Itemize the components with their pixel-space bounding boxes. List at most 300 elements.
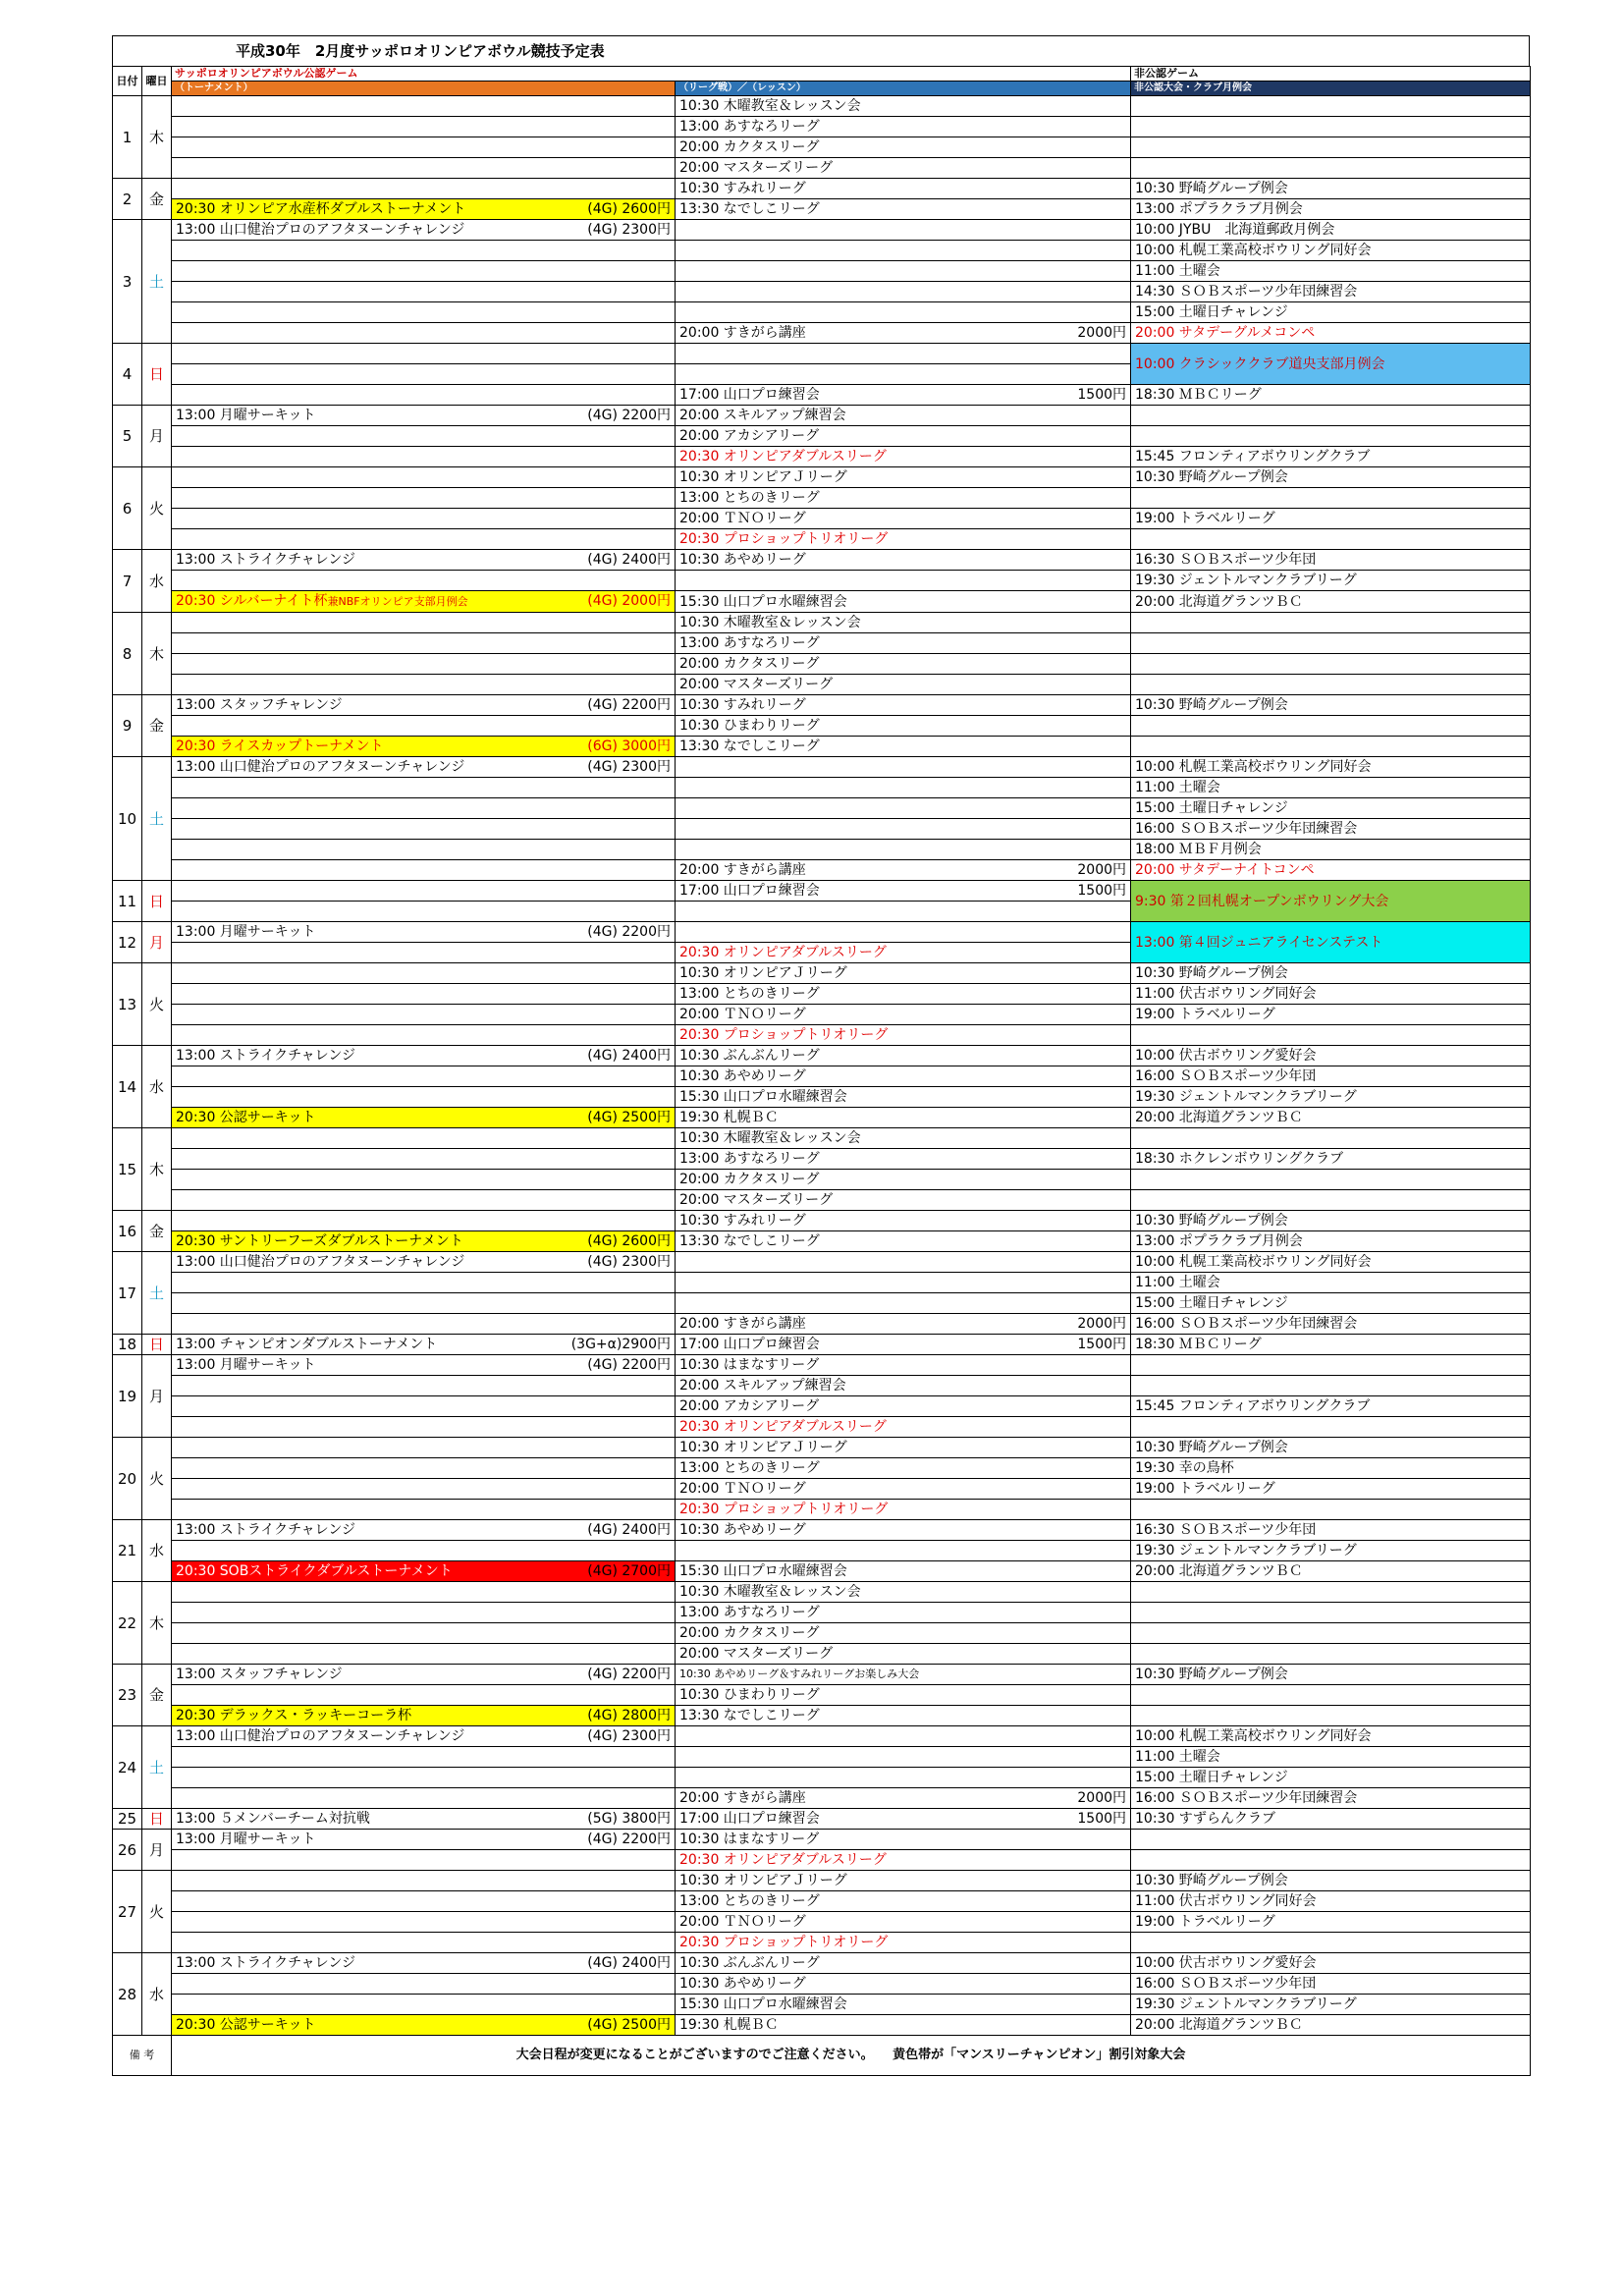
tournament-name: 20:30 デラックス・ラッキーコーラ杯 (176, 1708, 412, 1723)
tournament-name: 13:00 山口健治プロのアフタヌーンチャレンジ (176, 222, 465, 238)
league-cell (676, 509, 1131, 529)
league-cell (676, 1644, 1131, 1665)
day-number: 17 (113, 1252, 142, 1335)
schedule-row (113, 1335, 1531, 1355)
league-name: 13:00 とちのきリーグ (679, 490, 820, 506)
schedule-row (113, 1850, 1531, 1871)
tournament-cell (172, 943, 676, 963)
league-cell (676, 344, 1131, 364)
league-name: 20:30 オリンピアダブルスリーグ (679, 1419, 887, 1435)
schedule-row (113, 1644, 1531, 1665)
tournament-price: (4G) 2600円 (587, 201, 671, 217)
day-number: 24 (113, 1726, 142, 1809)
league-cell (676, 1355, 1131, 1376)
day-number: 5 (113, 406, 142, 467)
league-name: 20:30 プロショップトリオリーグ (679, 1027, 889, 1043)
league-cell (676, 737, 1131, 757)
schedule-row (113, 1025, 1531, 1046)
tournament-cell (172, 571, 676, 591)
league-name: 10:30 木曜教室＆レッスン会 (679, 615, 861, 630)
league-name: 10:30 ひまわりリーグ (679, 718, 820, 734)
tournament-cell (172, 1561, 676, 1582)
tournament-cell (172, 1190, 676, 1211)
league-price: 1500円 (1077, 387, 1127, 403)
nonofficial-cell: 10:00 伏古ボウリング愛好会 (1131, 1046, 1531, 1066)
league-price: 2000円 (1077, 1316, 1127, 1332)
day-number: 11 (113, 881, 142, 922)
league-name: 13:30 なでしこリーグ (679, 1708, 820, 1723)
schedule-row (113, 757, 1531, 778)
league-name: 10:30 木曜教室＆レッスン会 (679, 1130, 861, 1146)
nonofficial-cell (1131, 1644, 1531, 1665)
league-name: 20:00 アカシアリーグ (679, 1398, 820, 1414)
league-cell (676, 1706, 1131, 1726)
weekday: 月 (142, 406, 172, 467)
nonofficial-cell (1131, 1128, 1531, 1149)
schedule-row (113, 1541, 1531, 1561)
schedule-row (113, 819, 1531, 840)
tournament-name: 13:00 スタッフチャレンジ (176, 697, 343, 713)
nonofficial-cell (1131, 1376, 1531, 1396)
league-cell (676, 1995, 1131, 2015)
schedule-row (113, 984, 1531, 1005)
nonofficial-cell: 15:45 フロンティアボウリングクラブ (1131, 447, 1531, 467)
league-name: 20:00 ＴＮＯリーグ (679, 1007, 806, 1022)
league-cell (676, 241, 1131, 261)
league-cell (676, 488, 1131, 509)
tournament-cell (172, 158, 676, 179)
weekday: 日 (142, 344, 172, 406)
tournament-cell (172, 819, 676, 840)
nonofficial-cell (1131, 675, 1531, 695)
schedule-row (113, 1603, 1531, 1623)
league-cell (676, 1417, 1131, 1438)
schedule-row (113, 1314, 1531, 1335)
league-name: 20:00 カクタスリーグ (679, 656, 820, 672)
nonofficial-cell: 10:30 野崎グループ例会 (1131, 1211, 1531, 1231)
tournament-price: (6G) 3000円 (587, 738, 671, 754)
tournament-cell (172, 447, 676, 467)
league-name: 10:30 ぶんぶんリーグ (679, 1955, 820, 1971)
tournament-price: (3G+α)2900円 (570, 1337, 671, 1352)
weekday: 水 (142, 1046, 172, 1128)
nonofficial-cell: 11:00 土曜会 (1131, 1273, 1531, 1293)
tournament-cell (172, 881, 676, 902)
weekday: 日 (142, 881, 172, 922)
league-cell (676, 633, 1131, 654)
league-name: 13:00 とちのきリーグ (679, 1460, 820, 1476)
league-name: 20:00 カクタスリーグ (679, 1625, 820, 1641)
league-cell (676, 716, 1131, 737)
tournament-cell (172, 1417, 676, 1438)
league-cell (676, 1623, 1131, 1644)
schedule-row (113, 1066, 1531, 1087)
league-name: 10:30 木曜教室＆レッスン会 (679, 1584, 861, 1600)
weekday: 日 (142, 1809, 172, 1830)
tournament-cell (172, 1252, 676, 1273)
league-cell (676, 529, 1131, 550)
tournament-cell (172, 1830, 676, 1850)
tournament-price: (4G) 2500円 (587, 1110, 671, 1125)
league-cell (676, 1747, 1131, 1768)
schedule-row (113, 1582, 1531, 1603)
league-name: 10:30 オリンピアＪリーグ (679, 965, 847, 981)
league-name: 10:30 ひまわりリーグ (679, 1687, 820, 1703)
tournament-cell (172, 1520, 676, 1541)
schedule-row (113, 737, 1531, 757)
schedule-row (113, 1871, 1531, 1891)
nonofficial-cell (1131, 529, 1531, 550)
league-name: 15:30 山口プロ水曜練習会 (679, 1563, 847, 1579)
tournament-cell (172, 1314, 676, 1335)
nonofficial-cell (1131, 633, 1531, 654)
league-cell (676, 1603, 1131, 1623)
league-name: 17:00 山口プロ練習会 (679, 387, 820, 403)
league-cell (676, 1912, 1131, 1933)
nonofficial-cell: 20:00 サタデーグルメコンペ (1131, 323, 1531, 344)
league-cell (676, 1830, 1131, 1850)
schedule-row (113, 1170, 1531, 1190)
league-name: 20:00 マスターズリーグ (679, 1646, 834, 1662)
league-cell (676, 963, 1131, 984)
nonofficial-cell: 11:00 土曜会 (1131, 778, 1531, 798)
tournament-name: 13:00 月曜サーキット (176, 408, 316, 423)
league-name: 20:00 カクタスリーグ (679, 139, 820, 155)
tournament-cell (172, 902, 676, 922)
weekday: 水 (142, 550, 172, 613)
schedule-row (113, 1293, 1531, 1314)
league-name: 20:30 プロショップトリオリーグ (679, 1502, 889, 1517)
nonofficial-cell (1131, 1582, 1531, 1603)
nonofficial-cell (1131, 158, 1531, 179)
day-number: 15 (113, 1128, 142, 1211)
weekday: 土 (142, 1252, 172, 1335)
tournament-note: 兼NBFオリンピア支部月例会 (327, 595, 468, 608)
nonofficial-cell: 16:30 ＳＯＢスポーツ少年団 (1131, 550, 1531, 571)
header-tournament: （トーナメント） (172, 82, 676, 96)
nonofficial-cell: 15:00 土曜日チャレンジ (1131, 1768, 1531, 1788)
league-cell (676, 1974, 1131, 1995)
tournament-cell (172, 654, 676, 675)
nonofficial-cell: 19:30 ジェントルマンクラブリーグ (1131, 1087, 1531, 1108)
league-cell (676, 1335, 1131, 1355)
league-name: 20:30 オリンピアダブルスリーグ (679, 449, 887, 465)
tournament-price: (4G) 2800円 (587, 1708, 671, 1723)
schedule-row (113, 509, 1531, 529)
schedule-row (113, 591, 1531, 613)
tournament-cell (172, 798, 676, 819)
nonofficial-cell: 9:30 第２回札幌オープンボウリング大会 (1131, 881, 1531, 922)
schedule-row (113, 1747, 1531, 1768)
tournament-cell (172, 323, 676, 344)
league-cell (676, 1768, 1131, 1788)
league-name: 17:00 山口プロ練習会 (679, 1337, 820, 1352)
tournament-cell (172, 984, 676, 1005)
league-name: 13:30 なでしこリーグ (679, 1233, 820, 1249)
nonofficial-cell (1131, 1500, 1531, 1520)
tournament-name: 13:00 山口健治プロのアフタヌーンチャレンジ (176, 759, 465, 775)
schedule-row (113, 654, 1531, 675)
schedule-row (113, 778, 1531, 798)
league-name: 15:30 山口プロ水曜練習会 (679, 593, 847, 610)
weekday: 水 (142, 1520, 172, 1582)
nonofficial-cell: 19:30 ジェントルマンクラブリーグ (1131, 571, 1531, 591)
league-cell (676, 1479, 1131, 1500)
tournament-cell (172, 261, 676, 282)
schedule-row (113, 1891, 1531, 1912)
league-name: 10:30 木曜教室＆レッスン会 (679, 98, 861, 114)
tournament-cell (172, 1603, 676, 1623)
tournament-cell (172, 467, 676, 488)
league-name: 10:30 ぶんぶんリーグ (679, 1048, 820, 1064)
league-price: 1500円 (1077, 1337, 1127, 1352)
league-cell (676, 1252, 1131, 1273)
league-name: 20:00 カクタスリーグ (679, 1172, 820, 1187)
schedule-row (113, 1933, 1531, 1953)
schedule-row (113, 571, 1531, 591)
schedule-row (113, 1788, 1531, 1809)
league-cell (676, 1108, 1131, 1128)
league-cell (676, 302, 1131, 323)
tournament-cell (172, 1665, 676, 1685)
tournament-cell (172, 137, 676, 158)
league-cell (676, 1665, 1131, 1685)
league-name: 10:30 あやめリーグ (679, 1522, 806, 1538)
weekday: 金 (142, 695, 172, 757)
league-cell (676, 1438, 1131, 1458)
tournament-cell (172, 529, 676, 550)
league-cell (676, 1561, 1131, 1582)
nonofficial-cell: 10:30 野崎グループ例会 (1131, 963, 1531, 984)
schedule-row (113, 675, 1531, 695)
tournament-cell (172, 633, 676, 654)
league-cell (676, 1685, 1131, 1706)
tournament-name: 20:30 公認サーキット (176, 2017, 316, 2033)
tournament-cell (172, 1273, 676, 1293)
nonofficial-cell: 15:00 土曜日チャレンジ (1131, 302, 1531, 323)
league-name: 10:30 あやめリーグ (679, 1068, 806, 1084)
weekday: 木 (142, 96, 172, 179)
nonofficial-cell: 10:30 野崎グループ例会 (1131, 179, 1531, 199)
schedule-row (113, 1005, 1531, 1025)
league-cell (676, 1850, 1131, 1871)
tournament-price: (4G) 2300円 (587, 759, 671, 775)
tournament-name: 13:00 ５メンバーチーム対抗戦 (176, 1811, 370, 1827)
schedule-row (113, 529, 1531, 550)
tournament-cell (172, 1293, 676, 1314)
schedule-row (113, 158, 1531, 179)
header-row-1 (113, 67, 1531, 82)
tournament-name: 13:00 ストライクチャレンジ (176, 1522, 355, 1538)
tournament-cell (172, 509, 676, 529)
tournament-cell (172, 1953, 676, 1974)
header-nonofficial: 非公認ゲーム (1131, 67, 1531, 82)
nonofficial-cell: 16:30 ＳＯＢスポーツ少年団 (1131, 1520, 1531, 1541)
schedule-row (113, 1128, 1531, 1149)
day-number: 7 (113, 550, 142, 613)
tournament-cell (172, 1644, 676, 1665)
league-price: 1500円 (1077, 1811, 1127, 1827)
tournament-price: (4G) 2200円 (587, 924, 671, 940)
nonofficial-cell: 15:45 フロンティアボウリングクラブ (1131, 1396, 1531, 1417)
day-number: 25 (113, 1809, 142, 1830)
nonofficial-cell (1131, 613, 1531, 633)
league-name: 20:30 プロショップトリオリーグ (679, 1935, 889, 1950)
schedule-row (113, 96, 1531, 117)
tournament-name: 13:00 月曜サーキット (176, 924, 316, 940)
league-price: 2000円 (1077, 1790, 1127, 1806)
tournament-cell (172, 1396, 676, 1417)
tournament-cell (172, 302, 676, 323)
day-number: 21 (113, 1520, 142, 1582)
league-name: 13:30 なでしこリーグ (679, 738, 820, 754)
nonofficial-cell: 10:30 野崎グループ例会 (1131, 1438, 1531, 1458)
tournament-price: (4G) 2200円 (587, 1667, 671, 1682)
weekday: 金 (142, 1665, 172, 1726)
league-name: 13:00 とちのきリーグ (679, 986, 820, 1002)
league-cell (676, 117, 1131, 137)
league-cell (676, 282, 1131, 302)
league-cell (676, 199, 1131, 220)
tournament-name: 13:00 山口健治プロのアフタヌーンチャレンジ (176, 1728, 465, 1744)
tournament-cell (172, 1871, 676, 1891)
tournament-cell (172, 1231, 676, 1252)
league-name: 20:00 ＴＮＯリーグ (679, 1914, 806, 1930)
league-cell (676, 179, 1131, 199)
day-number: 6 (113, 467, 142, 550)
nonofficial-cell (1131, 737, 1531, 757)
day-number: 28 (113, 1953, 142, 2036)
schedule-row (113, 426, 1531, 447)
tournament-cell (172, 488, 676, 509)
page-title: 平成30年 2月度サッポロオリンピアボウル競技予定表 (236, 42, 605, 60)
schedule-row (113, 1108, 1531, 1128)
tournament-price: (4G) 2700円 (587, 1563, 671, 1579)
league-name: 10:30 あやめリーグ (679, 552, 806, 568)
tournament-cell (172, 1788, 676, 1809)
tournament-name: 20:30 サントリーフーズダブルストーナメント (176, 1233, 463, 1249)
league-name: 20:00 スキルアップ練習会 (679, 1378, 846, 1394)
schedule-row (113, 467, 1531, 488)
day-number: 3 (113, 220, 142, 344)
schedule-row (113, 2015, 1531, 2036)
league-cell (676, 613, 1131, 633)
schedule-row (113, 117, 1531, 137)
tournament-cell (172, 1025, 676, 1046)
league-name: 10:30 すみれリーグ (679, 1213, 806, 1229)
league-cell (676, 96, 1131, 117)
nonofficial-cell (1131, 406, 1531, 426)
nonofficial-cell (1131, 1685, 1531, 1706)
league-cell (676, 1541, 1131, 1561)
nonofficial-cell (1131, 716, 1531, 737)
tournament-cell (172, 757, 676, 778)
tournament-name: 13:00 月曜サーキット (176, 1831, 316, 1847)
schedule-row (113, 922, 1531, 943)
tournament-cell (172, 1149, 676, 1170)
nonofficial-cell: 10:00 クラシッククラブ道央支部月例会 (1131, 344, 1531, 385)
tournament-cell (172, 1087, 676, 1108)
league-cell (676, 798, 1131, 819)
league-cell (676, 550, 1131, 571)
header-date: 日付 (113, 67, 142, 96)
league-cell (676, 1273, 1131, 1293)
weekday: 木 (142, 1128, 172, 1211)
nonofficial-cell: 20:00 北海道グランツＢＣ (1131, 1108, 1531, 1128)
day-number: 26 (113, 1830, 142, 1871)
league-name: 15:30 山口プロ水曜練習会 (679, 1996, 847, 2012)
nonofficial-cell: 10:30 野崎グループ例会 (1131, 467, 1531, 488)
tournament-cell (172, 1066, 676, 1087)
league-cell (676, 571, 1131, 591)
league-cell (676, 158, 1131, 179)
nonofficial-cell (1131, 1850, 1531, 1871)
nonofficial-cell (1131, 1170, 1531, 1190)
nonofficial-cell (1131, 1417, 1531, 1438)
league-name: 10:30 オリンピアＪリーグ (679, 1873, 847, 1888)
league-name: 10:30 あやめリーグ (679, 1976, 806, 1992)
schedule-row (113, 1149, 1531, 1170)
league-name: 20:00 スキルアップ練習会 (679, 408, 846, 423)
tournament-cell (172, 1355, 676, 1376)
nonofficial-cell: 19:30 幸の鳥杯 (1131, 1458, 1531, 1479)
schedule-row (113, 137, 1531, 158)
league-name: 10:30 はまなすリーグ (679, 1357, 820, 1373)
tournament-price: (4G) 2400円 (587, 1955, 671, 1971)
tournament-name: 13:00 月曜サーキット (176, 1357, 316, 1373)
tournament-cell (172, 1335, 676, 1355)
league-cell (676, 840, 1131, 860)
tournament-cell (172, 385, 676, 406)
nonofficial-cell: 15:00 土曜日チャレンジ (1131, 1293, 1531, 1314)
day-number: 18 (113, 1335, 142, 1355)
nonofficial-cell: 14:30 ＳＯＢスポーツ少年団練習会 (1131, 282, 1531, 302)
league-cell (676, 426, 1131, 447)
nonofficial-cell: 20:00 北海道グランツＢＣ (1131, 591, 1531, 613)
league-name: 13:00 あすなろリーグ (679, 635, 820, 651)
tournament-cell (172, 1500, 676, 1520)
tournament-price: (4G) 2400円 (587, 1522, 671, 1538)
league-cell (676, 467, 1131, 488)
league-name: 19:30 札幌ＢＣ (679, 1110, 779, 1125)
league-cell (676, 1376, 1131, 1396)
schedule-row (113, 220, 1531, 241)
weekday: 日 (142, 1335, 172, 1355)
schedule-row (113, 1995, 1531, 2015)
nonofficial-cell: 10:00 札幌工業高校ボウリング同好会 (1131, 1252, 1531, 1273)
header-weekday: 曜日 (142, 67, 172, 96)
league-name: 10:30 あやめリーグ＆すみれリーグお楽しみ大会 (679, 1667, 920, 1680)
nonofficial-cell: 16:00 ＳＯＢスポーツ少年団練習会 (1131, 1788, 1531, 1809)
league-cell (676, 1211, 1131, 1231)
league-cell (676, 1005, 1131, 1025)
tournament-cell (172, 1128, 676, 1149)
schedule-row (113, 1809, 1531, 1830)
league-cell (676, 1396, 1131, 1417)
nonofficial-cell: 10:00 伏古ボウリング愛好会 (1131, 1953, 1531, 1974)
league-price: 2000円 (1077, 862, 1127, 878)
weekday: 水 (142, 1953, 172, 2036)
nonofficial-cell: 18:30 ＭＢＣリーグ (1131, 1335, 1531, 1355)
tournament-cell (172, 550, 676, 571)
tournament-cell (172, 1479, 676, 1500)
league-cell (676, 261, 1131, 282)
tournament-price: (4G) 2200円 (587, 408, 671, 423)
tournament-cell (172, 613, 676, 633)
day-number: 4 (113, 344, 142, 406)
remarks-label: 備 考 (113, 2036, 172, 2076)
schedule-row (113, 1046, 1531, 1066)
